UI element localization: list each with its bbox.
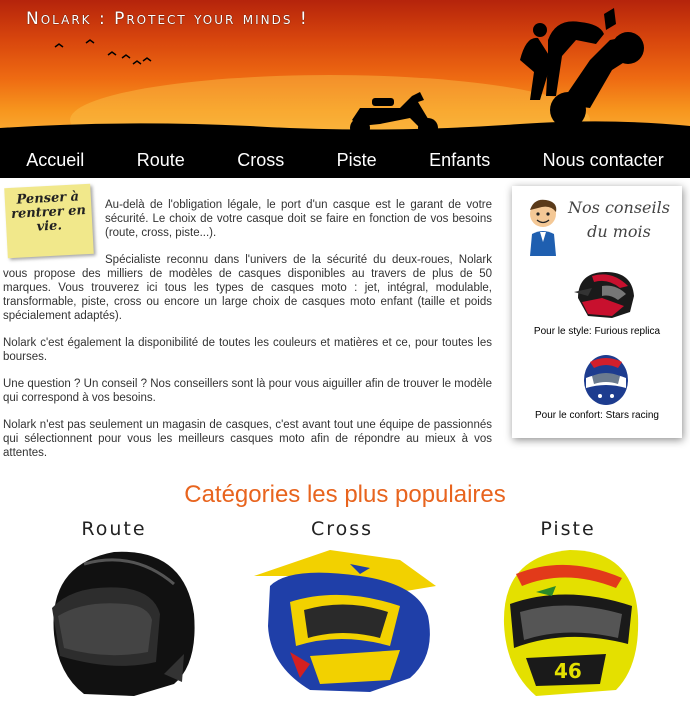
nav-route[interactable]: Route: [136, 149, 185, 170]
cross-helmet-image[interactable]: [250, 546, 440, 694]
category-cross-label[interactable]: Cross: [310, 518, 374, 540]
advice-title-line1: Nos conseils: [568, 198, 670, 217]
nav-accueil[interactable]: Accueil: [26, 149, 85, 170]
intro-paragraph-5: Nolark n'est pas seulement un magasin de casques, c'est avant tout une équipe de passionnés qui sélectionnent pour vous les meilleurs casques moto afin de répondre au mieux à vos attentes.: [3, 419, 492, 459]
nav-piste[interactable]: Piste: [336, 149, 377, 170]
advice-title-line2: du mois: [587, 222, 651, 241]
nav-nous-contacter[interactable]: Nous contacter: [542, 149, 664, 170]
categories-heading: Catégories les plus populaires: [184, 481, 506, 508]
header-banner: [0, 0, 690, 142]
piste-helmet-image[interactable]: [496, 544, 640, 700]
intro-paragraph-4: Une question ? Un conseil ? Nos conseillers sont là pour vous aiguiller afin de trouver le modèle qui correspond à vos besoins.: [3, 378, 492, 404]
intro-paragraph-3: Nolark c'est également la disponibilité de toutes les couleurs et matières et ce, pour toutes les bourses.: [3, 337, 492, 363]
advice-title: [558, 196, 680, 244]
advice-caption-2[interactable]: Pour le confort: Stars racing: [535, 410, 659, 421]
advice-caption-1[interactable]: Pour le style: Furious replica: [533, 326, 661, 337]
nav-cross[interactable]: Cross: [237, 149, 285, 170]
furious-replica-helmet-image[interactable]: [572, 268, 638, 322]
advice-box: [512, 186, 682, 438]
category-piste-label[interactable]: Piste: [540, 518, 596, 540]
site-title: Nolark : Protect your minds !: [26, 9, 309, 29]
main-nav: [0, 142, 690, 178]
nav-enfants[interactable]: Enfants: [429, 149, 491, 170]
advisor-mascot-icon: [526, 198, 560, 256]
intro-paragraph-2: Spécialiste reconnu dans l'univers de la sécurité du deux-roues, Nolark vous propose des milliers de modèles de casques disponibles au travers de plus de 50 marques. Vous trouverez ici tous les types de casques moto : jet, intégral, modulable, transformable, piste, cross ou encore un large choix de casques moto enfant (taille et poids spécialement adaptés).: [3, 254, 492, 322]
stars-racing-helmet-image[interactable]: [582, 352, 630, 406]
category-route-label[interactable]: Route: [81, 518, 147, 540]
svg-text:46: 46: [554, 659, 582, 683]
route-helmet-image[interactable]: [44, 544, 198, 700]
postit-note: [4, 184, 94, 258]
intro-paragraph-1: Au-delà de l'obligation légale, le port d'un casque est le garant de votre sécurité. Le choix de votre casque doit se faire en fonction de vos besoins (route, cross, piste...).: [105, 199, 492, 239]
postit-text: Penser à rentrer en vie.: [10, 189, 87, 235]
